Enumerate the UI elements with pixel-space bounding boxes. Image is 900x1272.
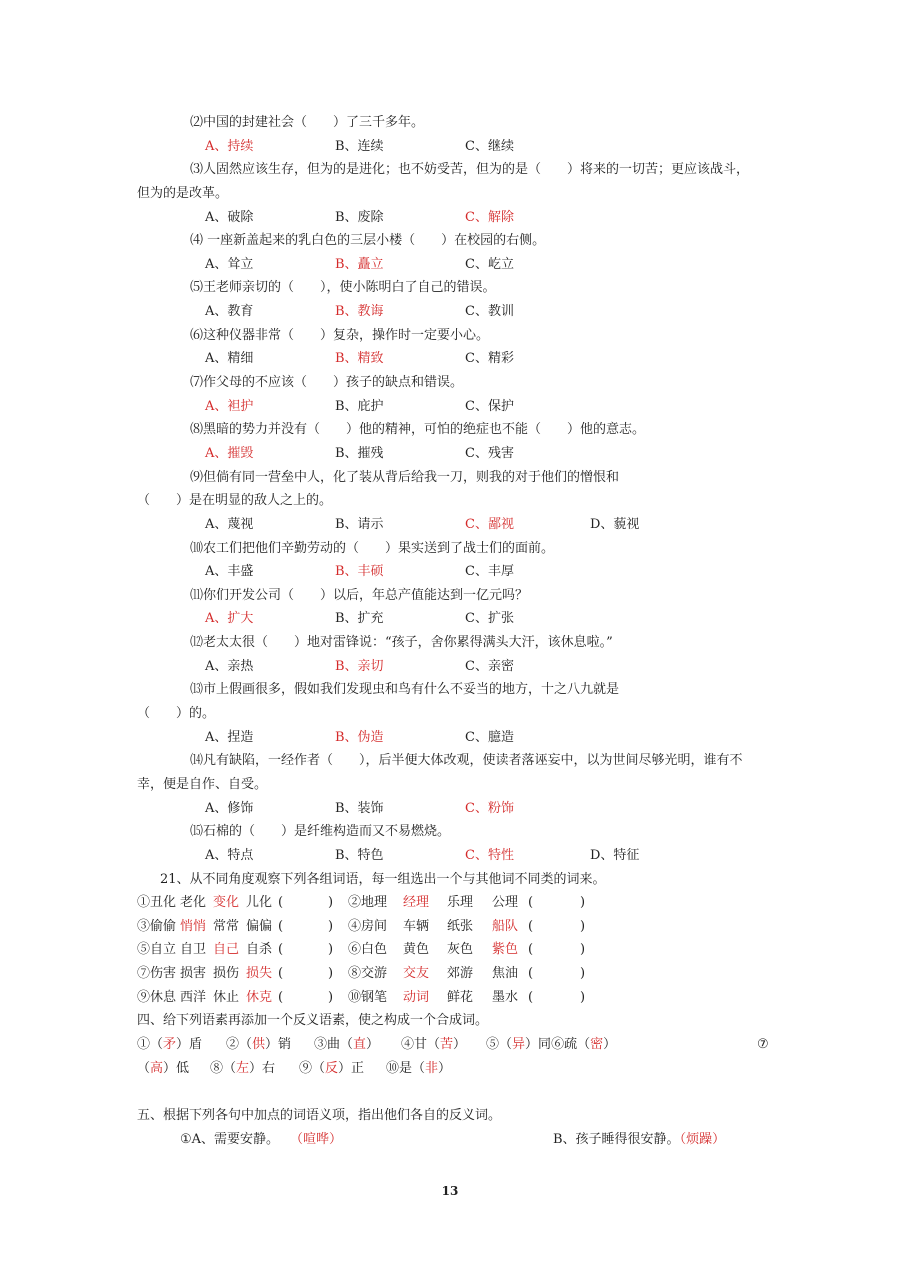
option: B、特色 — [335, 847, 384, 863]
answer-blank-open: ( — [528, 918, 534, 934]
option-correct: A、持续 — [205, 138, 254, 154]
odd-word: 交友 — [403, 966, 430, 982]
options-row — [0, 797, 900, 821]
option: A、教育 — [205, 304, 254, 320]
antonym-item — [210, 1057, 275, 1081]
question-stem-continuation: 幸，便是自作、自受。 — [137, 776, 268, 792]
item-answer: 直 — [353, 1036, 367, 1052]
word: 自卫 — [180, 942, 207, 958]
item-text: 疏（ — [564, 1036, 591, 1052]
antonym-item — [401, 1033, 466, 1057]
item-answer: 左 — [236, 1060, 250, 1076]
answer-blank-close: ) — [580, 918, 586, 934]
section-5-title: 五、根据下列各句中加点的词语义项，指出他们各自的反义词。 — [137, 1107, 502, 1123]
antonym-row — [0, 1033, 900, 1057]
question-stem-line — [0, 111, 900, 135]
question-text: 王老师亲切的（ ），使小陈明白了自己的错误。 — [203, 280, 496, 296]
item-answer: 异 — [512, 1036, 526, 1052]
option-correct: A、袒护 — [205, 398, 254, 414]
word: 常常 — [213, 918, 240, 934]
option: C、残害 — [465, 445, 514, 461]
option-correct: C、特性 — [465, 847, 514, 863]
question-number: ⑵ — [190, 115, 204, 130]
question-stem — [190, 158, 749, 182]
option-correct: A、摧毁 — [205, 445, 254, 461]
word: 纸张 — [447, 918, 474, 934]
option: A、蔑视 — [205, 516, 254, 532]
odd-word: 悄悄 — [180, 918, 207, 934]
options-row — [0, 135, 900, 159]
question-stem-line — [0, 489, 900, 513]
word: 灰色 — [447, 942, 474, 958]
question-stem — [190, 537, 554, 561]
option: A、耸立 — [205, 256, 254, 272]
question-stem-line — [0, 371, 900, 395]
answer-blank-close: ) — [580, 942, 586, 958]
option: B、连续 — [335, 138, 384, 154]
option: C、亲密 — [465, 658, 514, 674]
options-row — [0, 253, 900, 277]
page-number: 13 — [441, 1184, 459, 1198]
odd-word: 船队 — [492, 918, 519, 934]
word: 乐理 — [447, 895, 474, 911]
options-row — [0, 347, 900, 371]
option: C、臆造 — [465, 729, 514, 745]
item-number: ② — [226, 1036, 240, 1052]
item-answer: 反 — [325, 1060, 339, 1076]
item-number: ⑦ — [757, 1036, 769, 1052]
item-text: ）盾 — [176, 1036, 203, 1052]
question-stem-line — [0, 182, 900, 206]
item-number: ① — [137, 1036, 151, 1052]
odd-word: 动词 — [403, 989, 430, 1005]
word-group-row — [0, 938, 900, 962]
question-number: ⑶ — [190, 162, 204, 178]
item-text: （ — [239, 1036, 253, 1052]
antonym-item — [137, 1057, 189, 1081]
question-stem-line — [0, 276, 900, 300]
odd-word: 紫色 — [492, 942, 519, 958]
odd-word: 损失 — [246, 966, 273, 982]
option: C、继续 — [465, 138, 514, 154]
answer-blank-close: ) — [580, 895, 586, 911]
question-number: ⒀ — [190, 682, 204, 698]
question-text: 人固然应该生存，但为的是进化；也不妨受苦，但为的是（ ）将来的一切苦；更应该战斗， — [203, 162, 750, 178]
question-stem-line — [0, 702, 900, 726]
item-text: 是（ — [399, 1060, 426, 1076]
item-text: ）右 — [249, 1060, 276, 1076]
question-number: ⑺ — [190, 375, 204, 391]
options-row — [0, 206, 900, 230]
item-number: ⑤ — [486, 1036, 500, 1052]
item-answer: 密 — [590, 1036, 604, 1052]
word: 儿化 — [246, 895, 273, 911]
question-stem — [190, 749, 743, 773]
question-stem — [190, 466, 619, 490]
question-stem — [190, 631, 613, 655]
question-number: ⑿ — [190, 635, 204, 651]
antonym-item — [551, 1037, 616, 1052]
sentence-b-answer: （烦躁） — [679, 1131, 726, 1147]
option-correct: B、精致 — [335, 351, 384, 367]
word: ①丑化 — [137, 895, 177, 911]
option: A、特点 — [205, 847, 254, 863]
answer-blank-open: ( — [278, 966, 284, 982]
option: A、丰盛 — [205, 564, 254, 580]
antonym-item — [486, 1037, 551, 1052]
item-text: ）销 — [265, 1036, 292, 1052]
question-stem — [190, 111, 424, 135]
item-text: （ — [312, 1060, 326, 1076]
item-number: ③ — [314, 1036, 328, 1052]
question-number: ⑹ — [190, 327, 204, 343]
question-stem-line — [0, 537, 900, 561]
question-stem-continuation: 但为的是改革。 — [137, 185, 229, 201]
question-stem-line — [0, 678, 900, 702]
item-number: ⑩ — [386, 1060, 400, 1076]
question-text: 作父母的不应该（ ）孩子的缺点和错误。 — [203, 375, 464, 391]
word: ③偷偷 — [137, 918, 177, 934]
answer-blank-close: ) — [328, 966, 334, 982]
word: ⑥白色 — [348, 942, 388, 958]
answer-blank-open: ( — [528, 966, 534, 982]
blank-line — [0, 1080, 900, 1104]
question-stem-line — [0, 158, 900, 182]
antonym-item — [137, 1033, 202, 1057]
question-text: 你们开发公司（ ）以后，年总产值能达到一亿元吗？ — [203, 587, 529, 603]
option-correct: A、扩大 — [205, 611, 254, 627]
antonym-item — [226, 1033, 291, 1057]
answer-blank-open: ( — [528, 989, 534, 1005]
option: B、庇护 — [335, 398, 384, 414]
odd-word: 自己 — [213, 942, 240, 958]
item-text: ） — [438, 1060, 452, 1076]
option: B、扩充 — [335, 611, 384, 627]
option: D、特征 — [590, 847, 640, 863]
word: 鲜花 — [447, 989, 474, 1005]
answer-blank-close: ) — [580, 989, 586, 1005]
section-heading — [0, 1009, 900, 1033]
sentence-a-answer: （喧哗） — [290, 1131, 343, 1147]
question-stem — [190, 584, 528, 608]
option: B、废除 — [335, 209, 384, 225]
question-stem-line — [0, 229, 900, 253]
word-group-row — [0, 891, 900, 915]
item-text: ）正 — [338, 1060, 365, 1076]
option: A、精细 — [205, 351, 254, 367]
question-number: ⒁ — [190, 753, 204, 769]
option-correct: B、矗立 — [335, 256, 384, 272]
question-stem-line — [0, 418, 900, 442]
sentence-b-text: B、孩子睡得很安静。 — [553, 1131, 680, 1147]
answer-blank-close: ) — [328, 918, 334, 934]
odd-word: 经理 — [403, 895, 430, 911]
item-text: （ — [499, 1036, 513, 1052]
answer-blank-open: ( — [278, 918, 284, 934]
question-stem-continuation: （ ）的。 — [137, 706, 216, 722]
item-answer: 非 — [425, 1060, 439, 1076]
answer-blank-close: ) — [328, 989, 334, 1005]
option: C、精彩 — [465, 351, 514, 367]
answer-blank-close: ) — [328, 942, 334, 958]
item-number: ④ — [401, 1036, 415, 1052]
question-number: ⑸ — [190, 280, 204, 296]
section-heading — [0, 868, 900, 892]
option: D、藐视 — [590, 516, 640, 532]
item-text: ）低 — [163, 1060, 190, 1076]
question-number: ⑾ — [190, 587, 204, 603]
item-text: ）同 — [525, 1036, 552, 1052]
sentence-a: ①A、需要安静。 — [180, 1131, 280, 1147]
item-text: （ — [150, 1036, 164, 1052]
option: C、丰厚 — [465, 564, 514, 580]
options-row — [0, 655, 900, 679]
option: B、摧残 — [335, 445, 384, 461]
answer-blank-close: ) — [328, 895, 334, 911]
question-stem-line — [0, 820, 900, 844]
option-correct: B、伪造 — [335, 729, 384, 745]
option-correct: B、丰硕 — [335, 564, 384, 580]
answer-blank-close: ) — [580, 966, 586, 982]
item-text: ） — [603, 1036, 617, 1052]
option: C、扩张 — [465, 611, 514, 627]
options-row — [0, 442, 900, 466]
options-row — [0, 560, 900, 584]
section-heading — [0, 1104, 900, 1128]
word-group-row — [0, 962, 900, 986]
question-stem — [190, 820, 450, 844]
word: ④房间 — [348, 918, 388, 934]
question-stem — [190, 324, 489, 348]
question-stem-line — [0, 773, 900, 797]
item-answer: 供 — [252, 1036, 266, 1052]
question-stem-line — [0, 466, 900, 490]
question-stem — [190, 418, 645, 442]
word: ⑧交游 — [348, 966, 388, 982]
item-text: ） — [453, 1036, 467, 1052]
options-row — [0, 726, 900, 750]
word: 郊游 — [447, 966, 474, 982]
word-group-row — [0, 986, 900, 1010]
option-correct: B、教诲 — [335, 304, 384, 320]
options-row — [0, 300, 900, 324]
answer-blank-open: ( — [278, 895, 284, 911]
question-text: 老太太很（ ）地对雷锋说：“孩子，舍你累得满头大汗，该休息啦。” — [203, 635, 613, 651]
question-stem — [190, 371, 463, 395]
option: B、请示 — [335, 516, 384, 532]
item-text: ） — [366, 1036, 380, 1052]
options-row — [0, 513, 900, 537]
question-text: 凡有缺陷，一经作者（ ），后半便大体改观，使读者落诬妄中，以为世间尽够光明，谁有不 — [203, 753, 743, 769]
antonym-item — [314, 1033, 379, 1057]
document-body — [0, 111, 900, 1151]
word-group-row — [0, 915, 900, 939]
option: C、保护 — [465, 398, 514, 414]
option-correct: C、鄙视 — [465, 516, 514, 532]
word: 休止 — [213, 989, 240, 1005]
word: 偏偏 — [246, 918, 273, 934]
option: A、破除 — [205, 209, 254, 225]
item-answer: 苦 — [440, 1036, 454, 1052]
item-number: ⑧ — [210, 1060, 224, 1076]
option: B、装饰 — [335, 800, 384, 816]
question-stem-continuation: （ ）是在明显的敌人之上的。 — [137, 493, 333, 509]
question-number: ⒂ — [190, 824, 204, 840]
word: ⑨休息 — [137, 989, 177, 1005]
section-21-title: 21、从不同角度观察下列各组词语，每一组选出一个与其他词不同类的词来。 — [160, 871, 606, 887]
answer-blank-open: ( — [528, 942, 534, 958]
odd-word: 变化 — [213, 895, 240, 911]
word: 车辆 — [403, 918, 430, 934]
sentence-b — [553, 1128, 725, 1152]
word: 损伤 — [213, 966, 240, 982]
option-correct: B、亲切 — [335, 658, 384, 674]
item-text: （ — [137, 1060, 151, 1076]
question-stem-line — [0, 584, 900, 608]
question-stem — [190, 229, 545, 253]
question-stem — [190, 276, 496, 300]
options-row — [0, 607, 900, 631]
question-text: 黑暗的势力并没有（ ）他的精神，可怕的绝症也不能（ ）他的意志。 — [203, 422, 646, 438]
option: A、捏造 — [205, 729, 254, 745]
option-correct: C、粉饰 — [465, 800, 514, 816]
word: 公理 — [492, 895, 519, 911]
question-text: 中国的封建社会（ ）了三千多年。 — [203, 115, 425, 130]
word: 墨水 — [492, 989, 519, 1005]
word: 西洋 — [180, 989, 207, 1005]
antonym-row — [0, 1057, 900, 1081]
item-number: ⑨ — [299, 1060, 313, 1076]
word: ⑤自立 — [137, 942, 177, 958]
item-text: 甘（ — [414, 1036, 441, 1052]
antonym-sentence-row — [0, 1128, 900, 1152]
options-row — [0, 844, 900, 868]
option: A、亲热 — [205, 658, 254, 674]
answer-blank-open: ( — [278, 942, 284, 958]
question-number: ⑼ — [190, 469, 204, 485]
question-text: 一座新盖起来的乳白色的三层小楼（ ）在校园的右侧。 — [203, 233, 546, 249]
word: ⑩钢笔 — [348, 989, 388, 1005]
question-stem-line — [0, 631, 900, 655]
question-stem-line — [0, 749, 900, 773]
question-text: 这种仪器非常（ ）复杂，操作时一定要小心。 — [203, 327, 490, 343]
options-row — [0, 395, 900, 419]
word: 黄色 — [403, 942, 430, 958]
word: ⑦伤害 — [137, 966, 177, 982]
question-stem-line — [0, 324, 900, 348]
section-4-title: 四、给下列语素再添加一个反义语素，使之构成一个合成词。 — [137, 1013, 489, 1029]
question-text: 农工们把他们辛勤劳动的（ ）果实送到了战士们的面前。 — [203, 540, 555, 556]
antonym-item-pair — [486, 1033, 616, 1057]
question-text: 市上假画很多，假如我们发现虫和鸟有什么不妥当的地方，十之八九就是 — [203, 682, 620, 698]
word: 老化 — [180, 895, 207, 911]
word: ②地理 — [348, 895, 388, 911]
question-number: ⑽ — [190, 540, 204, 556]
option: C、屹立 — [465, 256, 514, 272]
item-answer: 矛 — [163, 1036, 177, 1052]
answer-blank-open: ( — [528, 895, 534, 911]
question-text: 石棉的（ ）是纤维构造而又不易燃烧。 — [203, 824, 451, 840]
option: C、教训 — [465, 304, 514, 320]
odd-word: 休克 — [246, 989, 273, 1005]
question-text: 但倘有同一营垒中人，化了装从背后给我一刀，则我的对于他们的憎恨和 — [203, 469, 620, 485]
item-text: 曲（ — [327, 1036, 354, 1052]
question-number: ⑷ — [190, 233, 204, 249]
item-text: （ — [223, 1060, 237, 1076]
item-answer: 高 — [150, 1060, 164, 1076]
antonym-item — [757, 1033, 769, 1057]
word: 损害 — [180, 966, 207, 982]
answer-blank-open: ( — [278, 989, 284, 1005]
question-stem — [190, 678, 619, 702]
question-number: ⑻ — [190, 422, 204, 438]
option: A、修饰 — [205, 800, 254, 816]
item-number: ⑥ — [551, 1036, 565, 1052]
word: 焦油 — [492, 966, 519, 982]
option-correct: C、解除 — [465, 209, 514, 225]
antonym-item — [386, 1057, 451, 1081]
word: 自杀 — [246, 942, 273, 958]
antonym-item — [299, 1057, 364, 1081]
